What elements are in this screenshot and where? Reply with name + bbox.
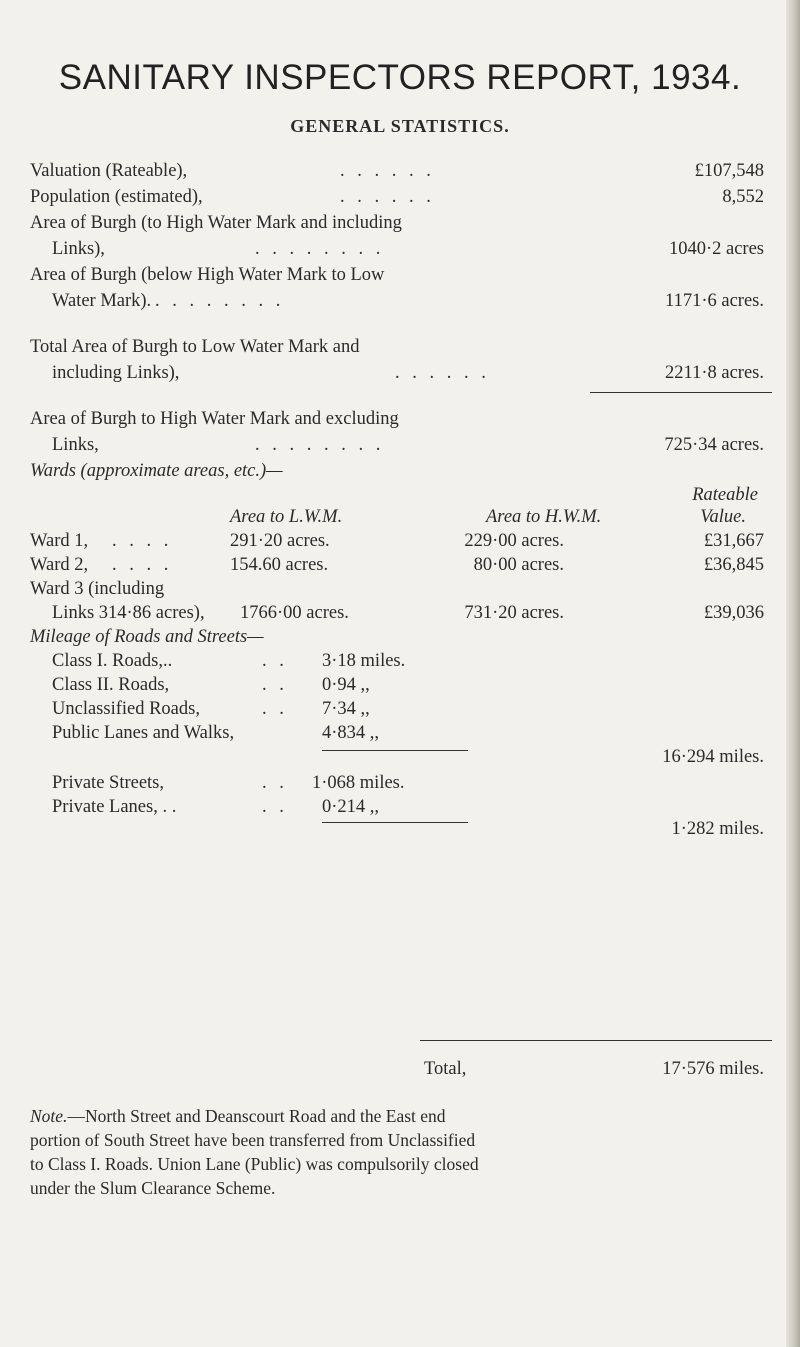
private-lanes-label: Private Lanes, . .	[52, 797, 177, 817]
class-1-roads-label: Class I. Roads,..	[52, 651, 173, 671]
area-excl-label-line1: Area of Burgh to High Water Mark and excluding	[30, 409, 399, 429]
leader-dots: . . . . . . . .	[155, 291, 285, 311]
wards-col-rateable-2: Value.	[700, 507, 746, 527]
leader-dots: . . . .	[112, 555, 173, 575]
public-subtotal: 16·294 miles.	[662, 747, 764, 767]
ward-2-hwm: 80·00 acres.	[473, 555, 564, 575]
total-area-label-line2: including Links),	[52, 363, 180, 383]
area-lwm-label-line1: Area of Burgh (below High Water Mark to Low	[30, 265, 385, 285]
subtotal-rule	[322, 750, 468, 751]
ward-3-hwm: 731·20 acres.	[464, 603, 564, 623]
area-hwm-label-line2: Links),	[52, 239, 105, 259]
area-hwm-value: 1040·2 acres	[668, 239, 764, 259]
leader-dots: . .	[262, 699, 288, 719]
ward-2-label: Ward 2,	[30, 555, 89, 575]
area-lwm-label-line2: Water Mark).	[52, 291, 152, 311]
unclassified-roads-label: Unclassified Roads,	[52, 699, 200, 719]
class-2-roads-miles: 0·94 ,,	[322, 675, 370, 695]
private-lanes-miles: 0·214 ,,	[322, 797, 380, 817]
unclassified-roads-miles: 7·34 ,,	[322, 699, 370, 719]
ward-1-hwm: 229·00 acres.	[464, 531, 564, 551]
divider-rule	[590, 392, 772, 393]
page-title: SANITARY INSPECTORS REPORT, 1934.	[58, 58, 742, 97]
leader-dots: . . . . . .	[340, 187, 435, 207]
ward-2-value: £36,845	[703, 555, 764, 575]
public-lanes-label: Public Lanes and Walks,	[52, 723, 235, 743]
note-line-4: under the Slum Clearance Scheme.	[30, 1178, 276, 1198]
wards-col-lwm: Area to L.W.M.	[230, 507, 343, 527]
private-subtotal: 1·282 miles.	[671, 819, 764, 839]
total-area-value: 2211·8 acres.	[665, 363, 764, 383]
ward-3-label-line1: Ward 3 (including	[30, 579, 165, 599]
ward-3-value: £39,036	[703, 603, 764, 623]
page-edge	[786, 0, 800, 1347]
leader-dots: . .	[262, 797, 288, 817]
section-title: GENERAL STATISTICS.	[290, 116, 510, 136]
area-excl-label-line2: Links,	[52, 435, 99, 455]
area-lwm-value: 1171·6 acres.	[665, 291, 764, 311]
mileage-heading: Mileage of Roads and Streets—	[30, 627, 264, 647]
wards-col-rateable-1: Rateable	[692, 485, 758, 505]
total-area-label-line1: Total Area of Burgh to Low Water Mark and	[30, 337, 360, 357]
subtotal-rule	[322, 822, 468, 823]
ward-3-lwm: 1766·00 acres.	[240, 603, 349, 623]
leader-dots: . . . . . . . .	[255, 239, 385, 259]
valuation-value: £107,548	[694, 161, 764, 181]
wards-heading: Wards (approximate areas, etc.)—	[30, 461, 283, 481]
leader-dots: . .	[262, 773, 288, 793]
note-line-3: to Class I. Roads. Union Lane (Public) was compulsorily closed	[30, 1154, 479, 1174]
wards-col-hwm: Area to H.W.M.	[486, 507, 602, 527]
area-hwm-label-line1: Area of Burgh (to High Water Mark and including	[30, 213, 402, 233]
leader-dots: . .	[262, 675, 288, 695]
population-value: 8,552	[722, 187, 764, 207]
note-line-2: portion of South Street have been transferred from Unclassified	[30, 1130, 476, 1150]
total-rule	[420, 1040, 772, 1041]
private-streets-miles: 1·068 miles.	[312, 773, 405, 793]
ward-1-value: £31,667	[703, 531, 764, 551]
class-1-roads-miles: 3·18 miles.	[322, 651, 406, 671]
class-2-roads-label: Class II. Roads,	[52, 675, 170, 695]
leader-dots: . . . . . . . .	[255, 435, 385, 455]
leader-dots: . . . . . .	[340, 161, 435, 181]
leader-dots: . .	[262, 651, 288, 671]
population-label: Population (estimated),	[30, 187, 203, 207]
ward-2-lwm: 154.60 acres.	[230, 555, 329, 575]
leader-dots: . . . .	[112, 531, 173, 551]
note-block	[30, 1104, 772, 1200]
total-value: 17·576 miles.	[662, 1059, 764, 1079]
area-excl-value: 725·34 acres.	[664, 435, 764, 455]
note-label: Note.	[30, 1106, 68, 1126]
ward-3-label-line2: Links 314·86 acres),	[52, 603, 205, 623]
leader-dots: . . . . . .	[395, 363, 490, 383]
total-label: Total,	[424, 1059, 467, 1079]
ward-1-label: Ward 1,	[30, 531, 89, 551]
ward-1-lwm: 291·20 acres.	[230, 531, 330, 551]
valuation-label: Valuation (Rateable),	[30, 161, 188, 181]
public-lanes-miles: 4·834 ,,	[322, 723, 380, 743]
private-streets-label: Private Streets,	[52, 773, 165, 793]
note-line-1: —North Street and Deanscourt Road and the East end	[67, 1106, 446, 1126]
